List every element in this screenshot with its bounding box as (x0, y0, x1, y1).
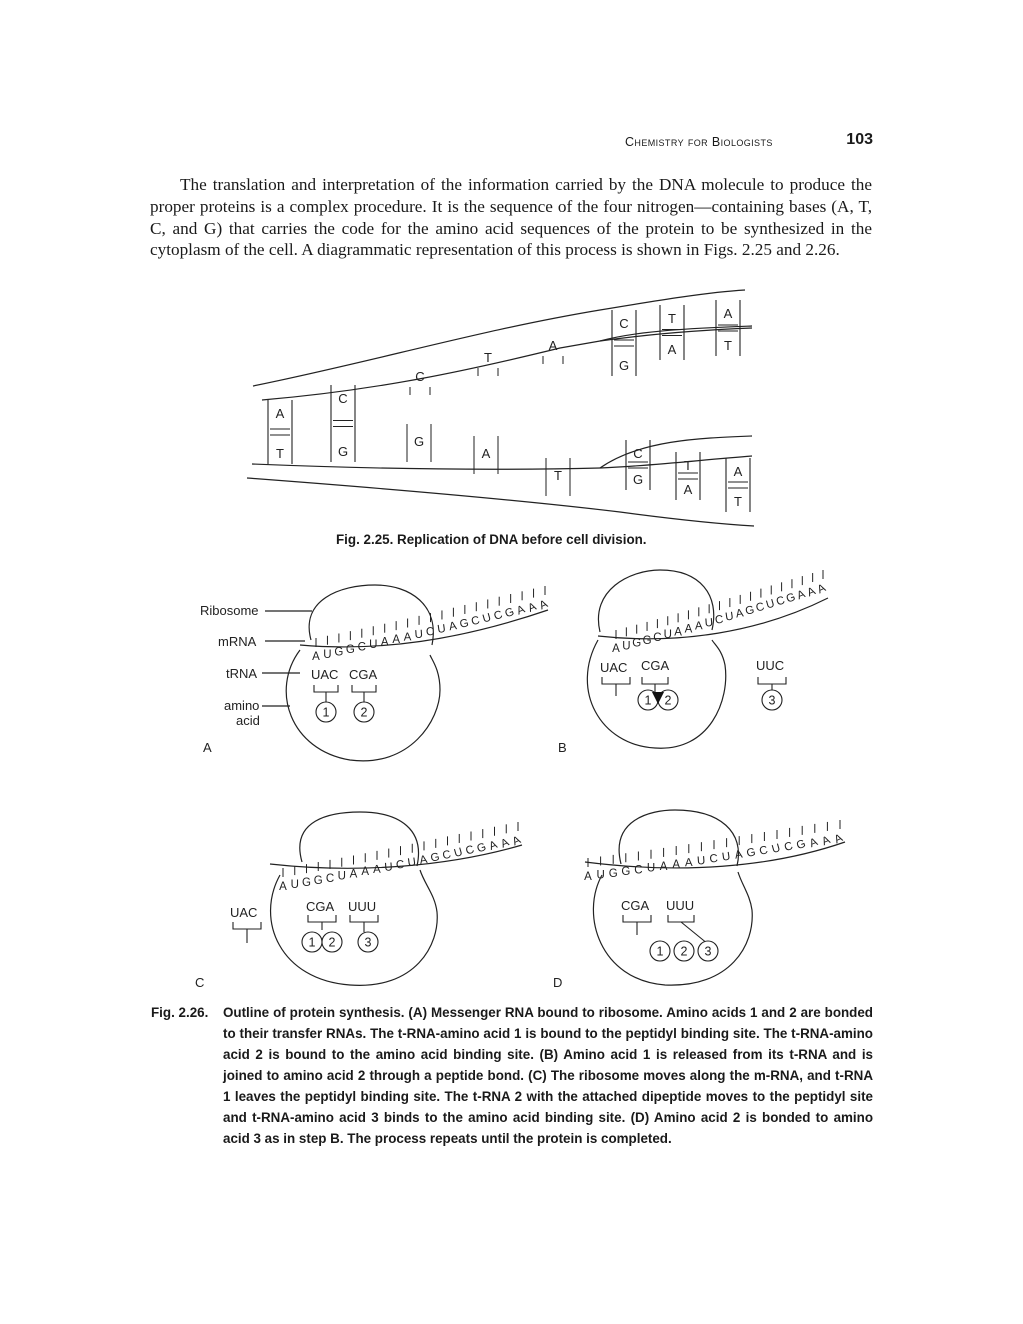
trna-stem-a1 (314, 685, 338, 702)
figure-225-caption: Fig. 2.25. Replication of DNA before cell division. (336, 532, 647, 547)
anticodon-b1: UAC (600, 660, 628, 675)
mrna-c-base-20: A (510, 834, 523, 849)
mrna-c-base-15: U (452, 846, 465, 860)
amino-acid-a2-label: 2 (360, 705, 368, 720)
base-pair-upper-right-3-bottom: T (724, 338, 732, 353)
mrna-b-base-10: C (714, 613, 724, 627)
mrna-a-base-15: U (481, 611, 493, 626)
mrna-a-base-3: G (345, 644, 355, 657)
mrna-a-base-13: G (458, 617, 470, 631)
mrna-a-base-12: A (448, 620, 458, 634)
base-pair-upper-right-1-top: C (619, 316, 629, 331)
mrna-c-base-7: A (361, 866, 370, 879)
base-mid-top-stub-3 (543, 356, 563, 364)
anticodon-a1: UAC (311, 667, 339, 682)
base-pair-lower-right-2-top: T (684, 458, 692, 473)
mrna-b-base-1: U (622, 640, 631, 653)
mrna-b-base-0: A (612, 643, 620, 655)
amino-acid-b1-label: 1 (644, 693, 652, 708)
mrna-a-base-7: A (392, 634, 400, 647)
mrna-a-base-1: U (323, 648, 332, 661)
mrna-b-base-5: U (663, 629, 672, 642)
dna-backbones (247, 290, 754, 526)
mrna-c-base-9: U (383, 861, 394, 874)
figure-226-caption (151, 1002, 873, 1149)
mrna-b-base-11: U (724, 610, 735, 624)
mrna-b-base-8: A (694, 620, 703, 633)
mrna-c-base-0: A (279, 881, 287, 893)
anticodon-d2: CGA (621, 898, 650, 913)
mrna-b-base-15: U (764, 597, 777, 612)
mrna-d-base-14: C (758, 844, 770, 858)
amino-acid-c3-label: 3 (364, 935, 372, 950)
base-pair-lower-right-3-top: A (733, 464, 743, 479)
mrna-d-base-0: A (584, 871, 592, 883)
panel-label-c: C (195, 975, 205, 990)
mrna-d-base-13: G (745, 846, 757, 860)
mrna-d-base-9: U (696, 854, 706, 868)
base-pair-upper-right-1-bottom: G (618, 358, 630, 373)
mrna-c-base-16: C (464, 843, 476, 858)
legend-trna: tRNA (226, 666, 258, 681)
base-pair-lower-right-2-bond (678, 473, 698, 479)
amino-acid-d1-label: 1 (656, 944, 664, 959)
mrna-a-base-4: C (357, 641, 366, 654)
base-pair-upper-right-2-top: T (668, 311, 676, 326)
dna-strand-upper-inner (262, 328, 752, 400)
amino-acid-b3-label: 3 (768, 693, 776, 708)
mrna-d-base-19: A (820, 834, 833, 849)
anticodon-a2: CGA (349, 667, 378, 682)
amino-acid-c2-label: 2 (328, 935, 336, 950)
legend-acid: acid (236, 713, 260, 728)
panel-label-b: B (558, 740, 567, 755)
anticodon-c2: CGA (306, 899, 335, 914)
base-pair-upper-right-1-bond (614, 340, 634, 346)
mrna-c-base-10: C (395, 858, 405, 872)
trna-stem-c1 (233, 922, 261, 943)
mrna-b-base-2: G (632, 637, 642, 650)
mrna-a-base-11: U (436, 622, 447, 637)
mrna-c-base-6: A (349, 868, 358, 881)
body-paragraph: The translation and interpretation of the information carried by the DNA molecule to produce the proper proteins is a complex procedure. It is the sequence of the four nitrogen—containing bases (A, T, C, and G) that carries the code for the amino acid sequences of the protein to be synthesized in the cytoplasm of the cell. A diagrammatic representation of this process is shown in Figs. 2.25 and 2.26. (150, 175, 872, 260)
mrna-a-base-20: A (537, 598, 550, 613)
anticodon-b2: CGA (641, 658, 670, 673)
legend-mrna: mRNA (218, 634, 257, 649)
trna-stem-d2 (623, 915, 651, 935)
mrna-a-base-9: U (414, 628, 424, 642)
base-pair-left-2-bond (333, 421, 353, 427)
base-pair-lower-right-3-bond (728, 482, 748, 488)
mrna-b-base-6: A (674, 626, 682, 639)
anticodon-d3: UUU (666, 898, 695, 913)
mrna-d-base-8: A (684, 856, 693, 870)
mrna-b-base-19: A (805, 585, 818, 600)
mrna-a-base-14: C (470, 614, 482, 629)
mrna-c-base-17: G (475, 841, 488, 856)
mrna-b-base-14: C (754, 600, 766, 615)
mrna-a-base-10: C (425, 625, 435, 639)
trna-stem-c2 (308, 915, 336, 930)
anticodon-c3: UUU (348, 899, 377, 914)
mrna-d-base-3: G (621, 866, 631, 879)
base-mid-bottom-3: T (554, 468, 562, 483)
base-pair-lower-right-1-bottom: G (632, 472, 644, 487)
mrna-d-base-6: A (659, 860, 668, 873)
mrna-b-base-13: G (744, 604, 756, 618)
mrna-c-base-11: U (406, 856, 417, 870)
legend-ribosome: Ribosome (200, 603, 259, 618)
amino-acid-d3-label: 3 (704, 944, 712, 959)
amino-acid-c1-label: 1 (308, 935, 316, 950)
mrna-a-base-5: U (369, 639, 378, 652)
dna-bases (268, 300, 750, 512)
base-pair-upper-right-2-bottom: A (667, 342, 677, 357)
mrna-c-base-3: G (313, 875, 323, 888)
mrna-d-base-2: G (608, 867, 618, 880)
mrna-letters (279, 570, 845, 893)
mrna-a-base-0: A (312, 651, 320, 663)
base-pair-left-2-bottom: G (337, 444, 349, 459)
mrna-d-base-18: A (807, 836, 820, 851)
mrna-c-base-14: C (441, 848, 453, 863)
legend-amino: amino (224, 698, 260, 713)
mrna-b-base-12: A (734, 607, 745, 621)
mrna-a-base-8: A (403, 631, 412, 644)
mrna-c-base-1: U (290, 879, 299, 892)
mrna-a-base-6: A (380, 636, 389, 649)
mrna-d-base-1: U (596, 869, 605, 882)
base-pair-left-1-bottom: T (276, 446, 284, 461)
mrna-b-base-4: C (653, 632, 662, 645)
mrna-d-base-4: C (634, 864, 643, 877)
mrna-d-base-20: A (832, 832, 845, 847)
base-mid-top-3: A (548, 338, 558, 353)
anticodon-b3: UUC (756, 658, 785, 673)
mrna-c-base-5: U (337, 870, 346, 883)
mrna-c-base-12: A (418, 853, 429, 867)
mrna-d-base-5: U (646, 862, 656, 875)
mrna-d-base-7: A (672, 859, 681, 872)
base-mid-top-stub-1 (410, 387, 430, 395)
mrna-c-base-8: A (372, 863, 381, 877)
amino-circles (302, 690, 782, 961)
panel-label-a: A (203, 740, 212, 755)
mrna-a-base-2: G (334, 646, 344, 659)
mrna-b-base-16: C (774, 594, 787, 609)
figure-226-label: Fig. 2.26. (151, 1005, 209, 1020)
ribosome-small-subunit-c (300, 812, 419, 866)
base-pair-left-2-top: C (338, 391, 348, 406)
dna-strand-lower-outer (247, 478, 754, 526)
dna-strand-upper-outer (253, 290, 745, 386)
base-mid-bottom-2: A (481, 446, 491, 461)
base-pair-lower-right-2-bottom: A (683, 482, 693, 497)
base-mid-top-1: C (415, 369, 425, 384)
mrna-b-base-3: G (642, 634, 652, 647)
running-title: Chemistry for Biologists (625, 135, 773, 149)
mrna-d-base-16: C (782, 840, 795, 855)
ribosome-small-subunit-d (619, 810, 738, 866)
page-number: 103 (846, 131, 873, 148)
base-pair-upper-right-3-bond (718, 325, 738, 331)
base-pair-left-1-top: A (275, 406, 285, 421)
base-mid-top-stub-2 (478, 368, 498, 376)
trna-stem-b1 (602, 677, 630, 696)
mrna-d-base-17: G (794, 837, 808, 853)
mrna-b-base-9: U (704, 616, 714, 630)
mrna-a-base-19: A (526, 600, 539, 615)
mrna-d-base-11: U (721, 850, 732, 864)
base-pair-lower-right-1-top: C (633, 446, 643, 461)
base-mid-bottom-1: G (413, 434, 425, 449)
mrna-d-base-15: U (770, 842, 782, 856)
mrna-d-base-12: A (733, 848, 744, 862)
mrna-b-base-17: G (784, 591, 798, 606)
mrna-b-base-18: A (795, 588, 807, 603)
mrna-a-base-16: C (492, 608, 505, 623)
mrna-b-base-7: A (684, 623, 693, 636)
base-pair-upper-right-3-top: A (723, 306, 733, 321)
mrna-a-base-18: A (515, 603, 527, 618)
base-pair-lower-right-3-bottom: T (734, 494, 742, 509)
mrna-b-base-20: A (815, 582, 828, 597)
mrna-c-base-19: A (499, 836, 511, 851)
mrna-c-base-13: G (429, 851, 441, 865)
base-mid-top-2: T (484, 350, 492, 365)
panel-label-d: D (553, 975, 563, 990)
ribosome-large-subunit-d (593, 872, 752, 985)
mrna-d-base-10: C (708, 852, 719, 866)
trna-stem-c3 (350, 915, 378, 932)
anticodon-c1: UAC (230, 905, 258, 920)
trna-stem-a2 (352, 685, 376, 702)
amino-acid-a1-label: 1 (322, 705, 330, 720)
mrna-c-base-4: C (325, 872, 335, 885)
mrna-a-base-17: G (503, 605, 516, 621)
dna-strand-lower-inner (252, 456, 752, 469)
figure-226-text: Outline of protein synthesis. (A) Messenger RNA bound to ribosome. Amino acids 1 and 2 are bonded to their transfer RNAs. The t-RNA-amino acid 1 is bound to the peptidyl binding site. The t-RNA-amino acid 2 is bound to the amino acid binding site. (B) Amino acid 1 is released from its t-RNA and is joined to amino acid 2 through a peptide bond. (C) The ribosome moves along the m-RNA, and t-RNA 1 leaves the peptidyl binding site. The t-RNA 2 with the attached dipeptide moves to the peptidyl site and t-RNA-amino acid 3 binds to the amino acid binding site. (D) Amino acid 2 is bonded to amino acid 3 as in step B. The process repeats until the protein is completed. (223, 1005, 873, 1146)
amino-acid-b2-label: 2 (664, 693, 672, 708)
amino-acid-d2-label: 2 (680, 944, 688, 959)
mrna-c-base-18: A (487, 838, 500, 853)
mrna-c-base-2: G (302, 877, 311, 890)
trna-stem-d3 (668, 915, 708, 944)
base-pair-left-1-bond (270, 429, 290, 435)
